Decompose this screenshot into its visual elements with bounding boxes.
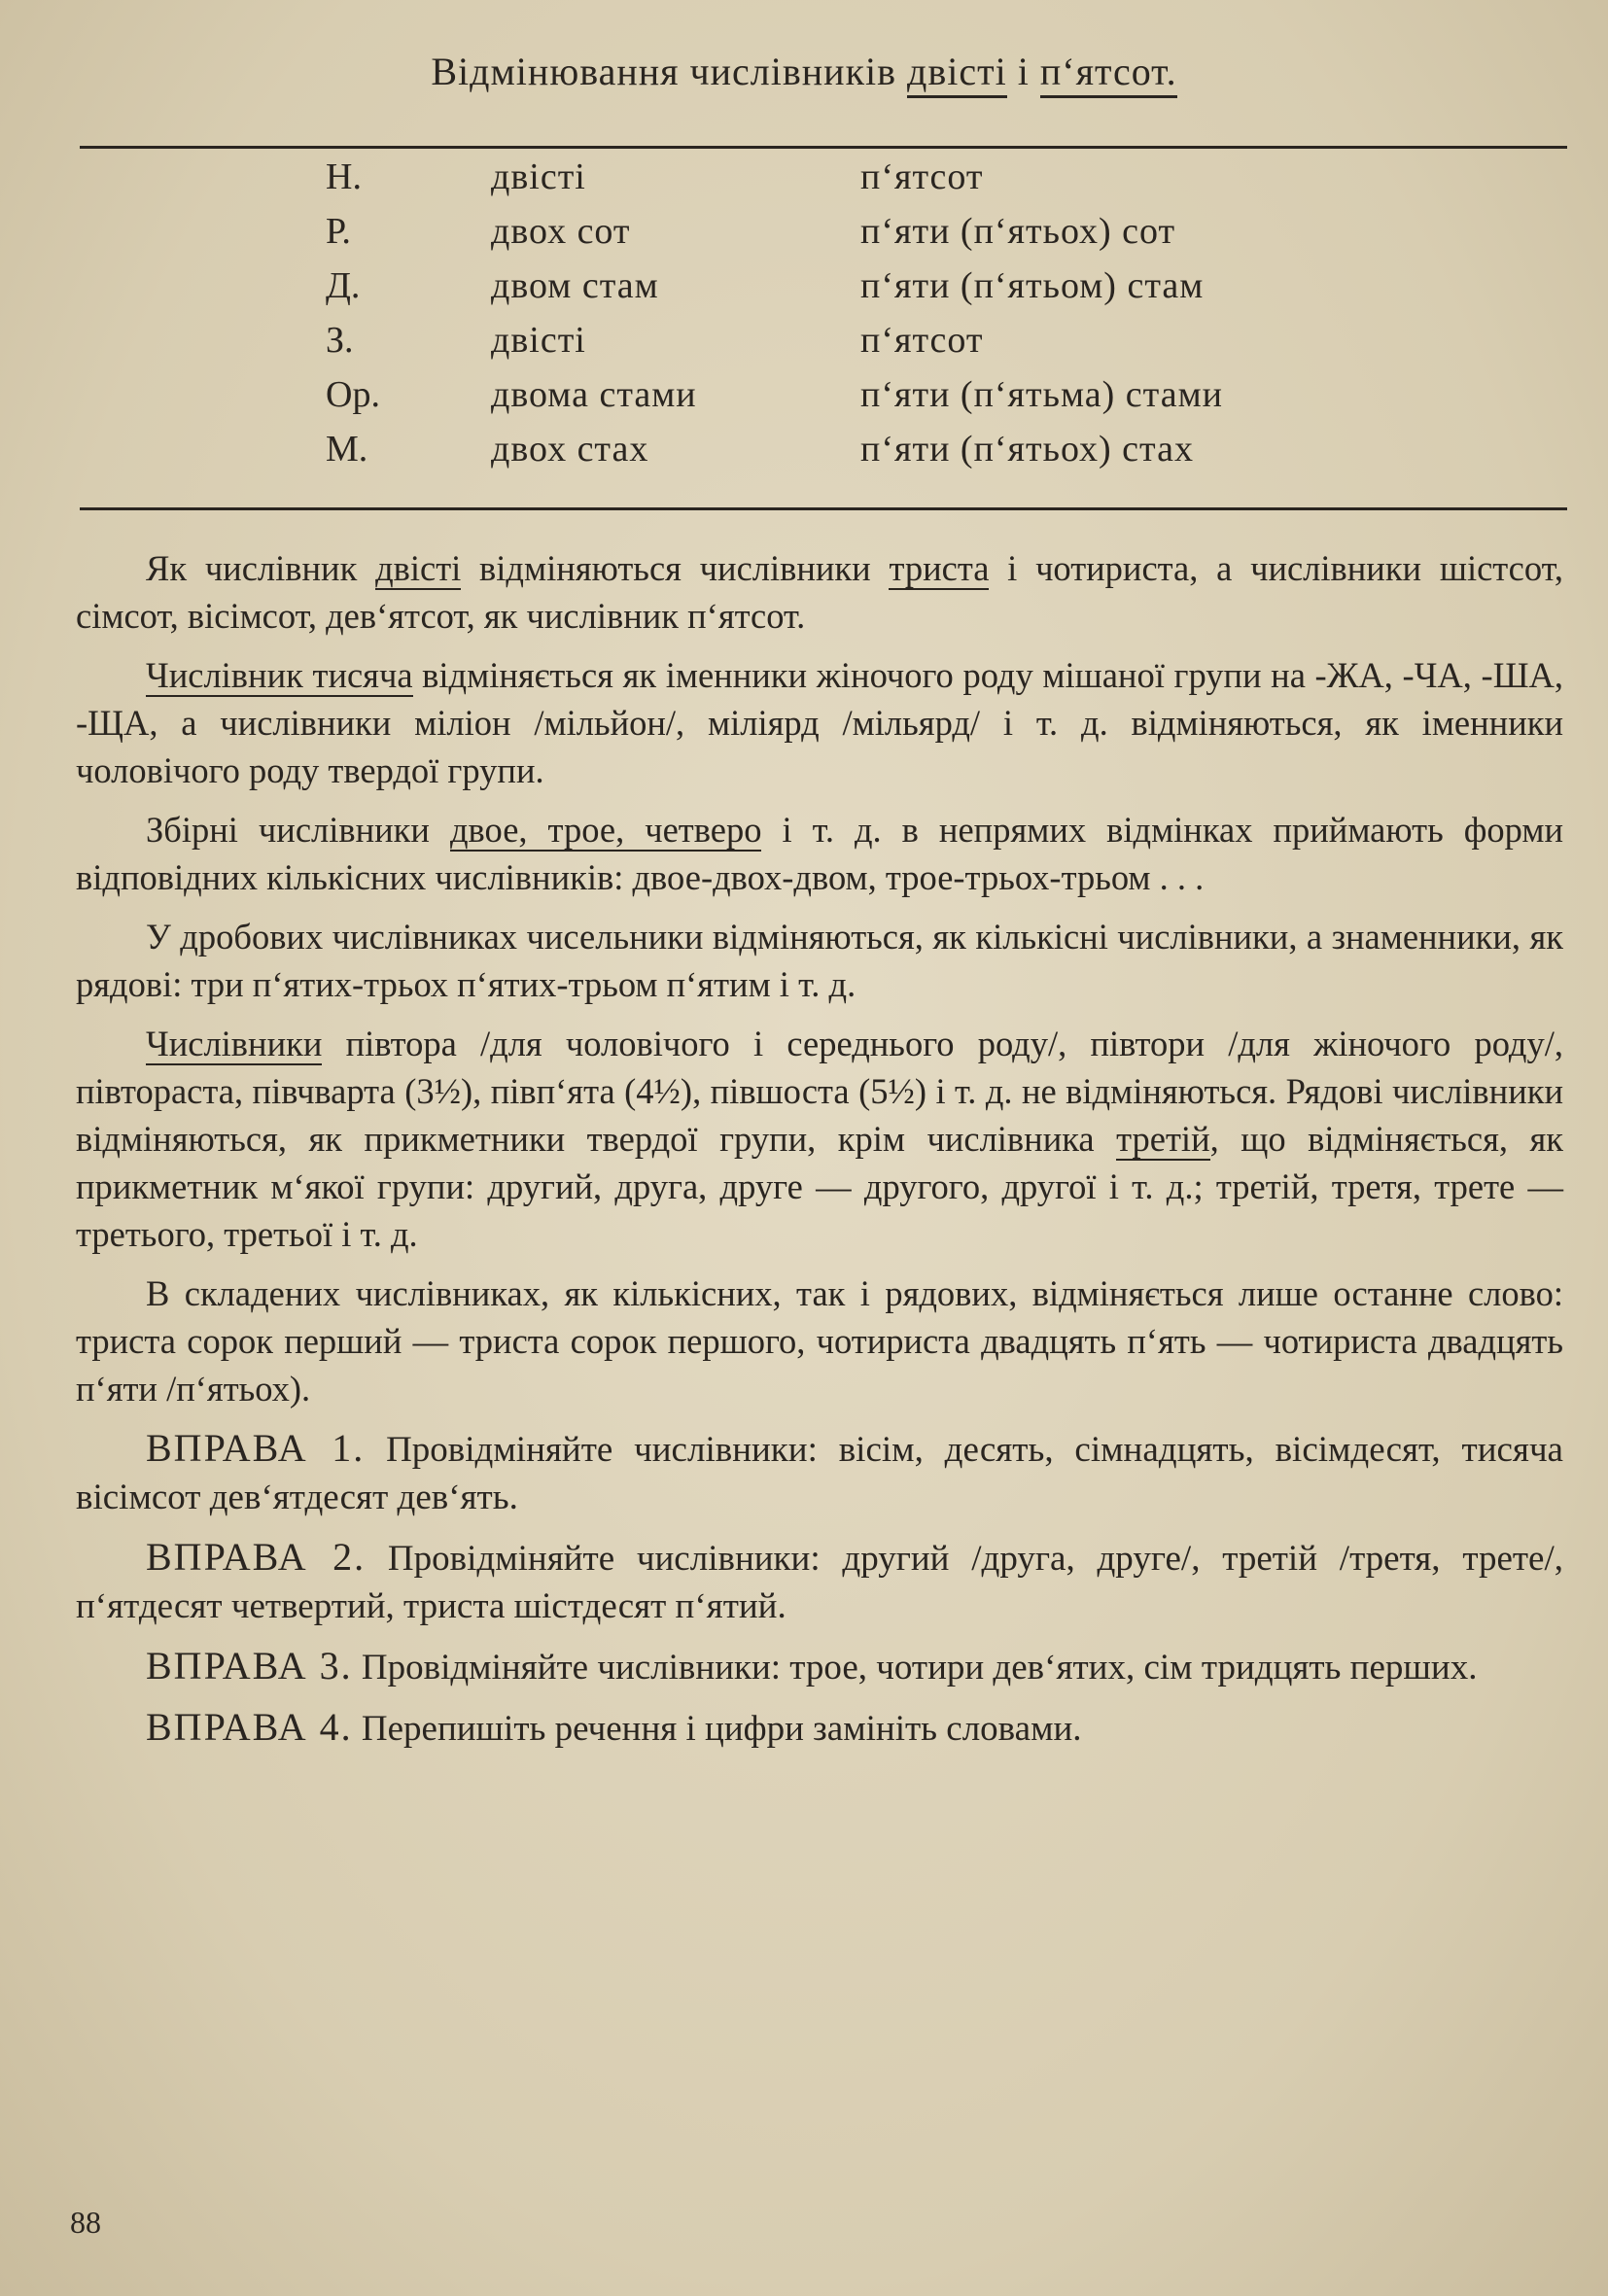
paragraph — [76, 806, 1563, 901]
text-run: і т. д. в непрямих відмінках приймають форми відповідних кількісних числівників: двое-двох-двом, трое-трьох-трьом . . . — [76, 810, 1563, 897]
form-200: двісті — [491, 157, 586, 197]
heading-prefix: Відмінювання числівників — [431, 50, 897, 93]
form-500: п‘ятсот — [860, 320, 984, 361]
exercise-label: ВПРАВА 3. — [146, 1644, 353, 1687]
case-label: М. — [326, 429, 368, 470]
heading-word-500: п‘ятсот. — [1040, 50, 1177, 98]
underlined-word: двісті — [375, 548, 462, 588]
table-row — [0, 210, 1608, 264]
form-200: двох стах — [491, 429, 649, 470]
form-200: двох сот — [491, 211, 631, 252]
table-top-rule — [80, 146, 1567, 149]
exercise — [76, 1424, 1563, 1521]
text-run: відміняється як іменники жіночого роду мішаної групи на -ЖА, -ЧА, -ША, -ЩА, а числівники міліон /мільйон/, міліярд /мільярд/ і т. д. відміняються, як іменники чоловічого роду твердої групи. — [76, 655, 1563, 790]
exercise — [76, 1703, 1563, 1753]
underlined-word: Числівник тисяча — [146, 655, 413, 695]
exercise-label: ВПРАВА 1. — [146, 1426, 366, 1470]
text-run: В складених числівниках, як кількісних, так і рядових, відміняється лише останне слово: триста сорок перший — триста сорок першого, чотириста двадцять п‘ять — чотириста двадцять п‘яти /п‘ятьох). — [76, 1273, 1563, 1409]
underlined-word: третій — [1116, 1119, 1210, 1159]
case-label: Д. — [326, 265, 361, 306]
table-bottom-rule — [80, 507, 1567, 510]
underlined-word: триста — [889, 548, 990, 588]
paragraph — [76, 913, 1563, 1008]
heading-conjunction: і — [1017, 50, 1030, 93]
form-500: п‘яти (п‘ятьма) стами — [860, 374, 1223, 415]
form-500: п‘яти (п‘ятьом) стам — [860, 265, 1205, 306]
table-row — [0, 319, 1608, 373]
case-label: Н. — [326, 157, 362, 197]
paragraph — [76, 651, 1563, 794]
form-500: п‘яти (п‘ятьох) сот — [860, 211, 1176, 252]
table-row — [0, 373, 1608, 428]
form-200: двом стам — [491, 265, 659, 306]
text-run: Збірні числівники — [146, 810, 450, 850]
form-200: двісті — [491, 320, 586, 361]
text-run: У дробових числівниках чисельники відміняються, як кількісні числівники, а знаменники, як рядові: три п‘ятих-трьох п‘ятих-трьом п‘ятим і т. д. — [76, 917, 1563, 1004]
text-run: відміняються числівники — [461, 548, 890, 588]
exercise-text: Провідміняйте числівники: вісім, десять, сімнадцять, вісімдесят, тисяча вісімсот дев‘ятдесят дев‘ять. — [76, 1430, 1563, 1517]
table-row — [0, 156, 1608, 210]
form-200: двома стами — [491, 374, 697, 415]
exercise-label: ВПРАВА 4. — [146, 1705, 353, 1749]
underlined-word: двое, трое, четверо — [449, 810, 762, 850]
case-label: З. — [326, 320, 354, 361]
form-500: п‘яти (п‘ятьох) стах — [860, 429, 1194, 470]
exercise-text: Провідміняйте числівники: другий /друга, друге/, третій /третя, трете/, п‘ятдесят четвертий, триста шістдесят п‘ятий. — [76, 1539, 1563, 1626]
underlined-word: Числівники — [146, 1024, 323, 1063]
text-run: півтора /для чоловічого і середнього роду/, півтори /для жіночого роду/, півтораста, півчварта (3½), півп‘ята (4½), півшоста (5½) і т. д. не відміняються. Рядові числівники відміняються, як прикметники твердої групи, крім числівника — [76, 1024, 1563, 1159]
paragraph — [76, 1270, 1563, 1412]
case-label: Р. — [326, 211, 351, 252]
page-number: 88 — [70, 2205, 101, 2240]
page-body — [76, 544, 1563, 1764]
case-label: Ор. — [326, 374, 380, 415]
text-run: Як числівник — [146, 548, 376, 588]
text-run: , що відміняється, як прикметник м‘якої групи: другий, друга, друге — другого, другої і т. д.; третій, третя, трете — третього, третьої і т. д. — [76, 1119, 1564, 1254]
exercise-text: Перепишіть речення і цифри замініть словами. — [352, 1709, 1082, 1749]
exercise — [76, 1533, 1563, 1630]
paragraph — [76, 544, 1563, 640]
page-heading — [0, 49, 1608, 94]
table-row — [0, 428, 1608, 482]
exercise-text: Провідміняйте числівники: трое, чотири дев‘ятих, сім тридцять перших. — [352, 1648, 1478, 1687]
table-row — [0, 264, 1608, 319]
text-run: і чотириста, а числівники шістсот, сімсот, вісімсот, дев‘ятсот, як числівник п‘ятсот. — [76, 548, 1563, 636]
exercise — [76, 1642, 1563, 1691]
heading-word-200: двісті — [907, 50, 1007, 98]
paragraph — [76, 1020, 1563, 1258]
exercise-label: ВПРАВА 2. — [146, 1535, 367, 1579]
form-500: п‘ятсот — [860, 157, 984, 197]
